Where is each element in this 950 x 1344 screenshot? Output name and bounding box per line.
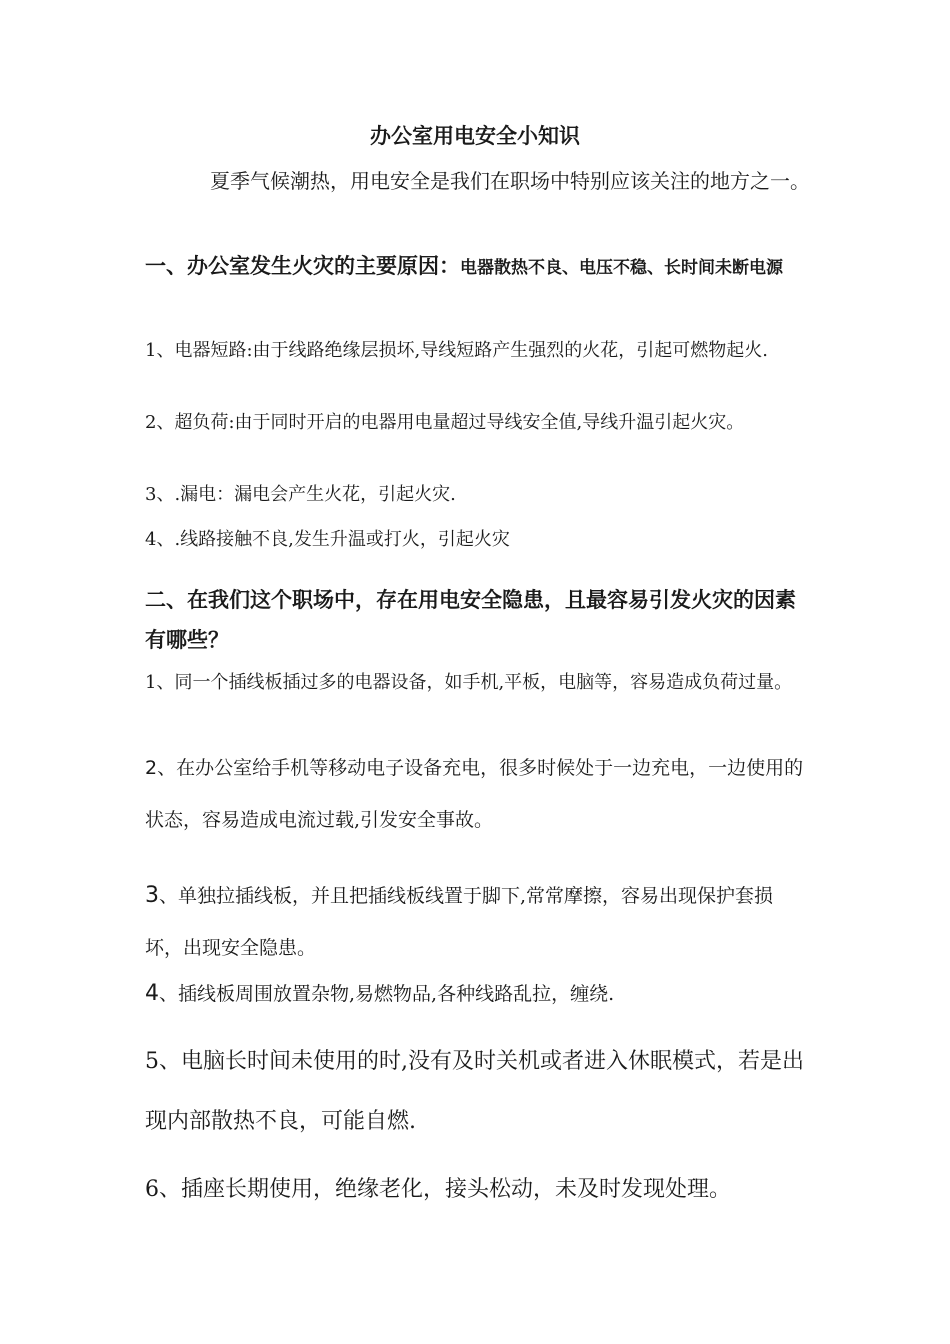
section2-heading: 二、在我们这个职场中，存在用电安全隐患，且最容易引发火灾的因素有哪些？	[145, 587, 796, 652]
section2-item-1: 1、同一个插线板插过多的电器设备，如手机,平板，电脑等，容易造成负荷过量。	[145, 672, 793, 693]
section1-heading-text: 一、办公室发生火灾的主要原因：	[145, 253, 460, 278]
document-title: 办公室用电安全小知识	[370, 123, 580, 148]
section2-item-2-rest: ，很多时候处于一边充电，一边使用的状态，容易造成电流过载,引发安全事故。	[145, 757, 804, 831]
section2-item-4-text: 、插线板周围放置杂物,易燃物品,各种线路乱拉，缠绕.	[159, 983, 615, 1005]
section1-heading-emphasis: 电器散热不良、电压不稳、长时间未断电源	[460, 258, 783, 278]
section2-item-2-lead: 2、在办公室给手机等移动电子设备充电	[145, 757, 481, 779]
section2-item-4	[145, 968, 810, 1020]
section2-item-6: 6、插座长期使用，绝缘老化，接头松动，未及时发现处理。	[145, 1177, 731, 1202]
section1-item-1: 1、电器短路:由于线路绝缘层损坏,导线短路产生强烈的火花，引起可燃物起火.	[145, 340, 768, 361]
section1-heading	[145, 246, 810, 288]
section1-item-2: 2、超负荷:由于同时开启的电器用电量超过导线安全值,导线升温引起火灾。	[145, 412, 745, 433]
section2-item-5: 5、电脑长时间未使用的时,没有及时关机或者进入休眠模式，若是出现内部散热不良，可能自燃.	[145, 1049, 804, 1134]
intro-paragraph: 夏季气候潮热，用电安全是我们在职场中特别应该关注的地方之一。	[210, 169, 810, 193]
section2-item-3	[145, 870, 810, 974]
section2-item-3-number: 3	[145, 883, 159, 908]
section2-item-4-number: 4	[145, 981, 159, 1006]
section1-item-3: 3、.漏电：漏电会产生火花，引起火灾.	[145, 484, 456, 505]
section1-item-4: 4、.线路接触不良,发生升温或打火，引起火灾	[145, 529, 510, 550]
section2-item-3-text: 、单独拉插线板，并且把插线板线置于脚下,常常摩擦，容易出现保护套损坏，出现安全隐患。	[145, 885, 774, 959]
section2-item-2	[145, 742, 810, 846]
